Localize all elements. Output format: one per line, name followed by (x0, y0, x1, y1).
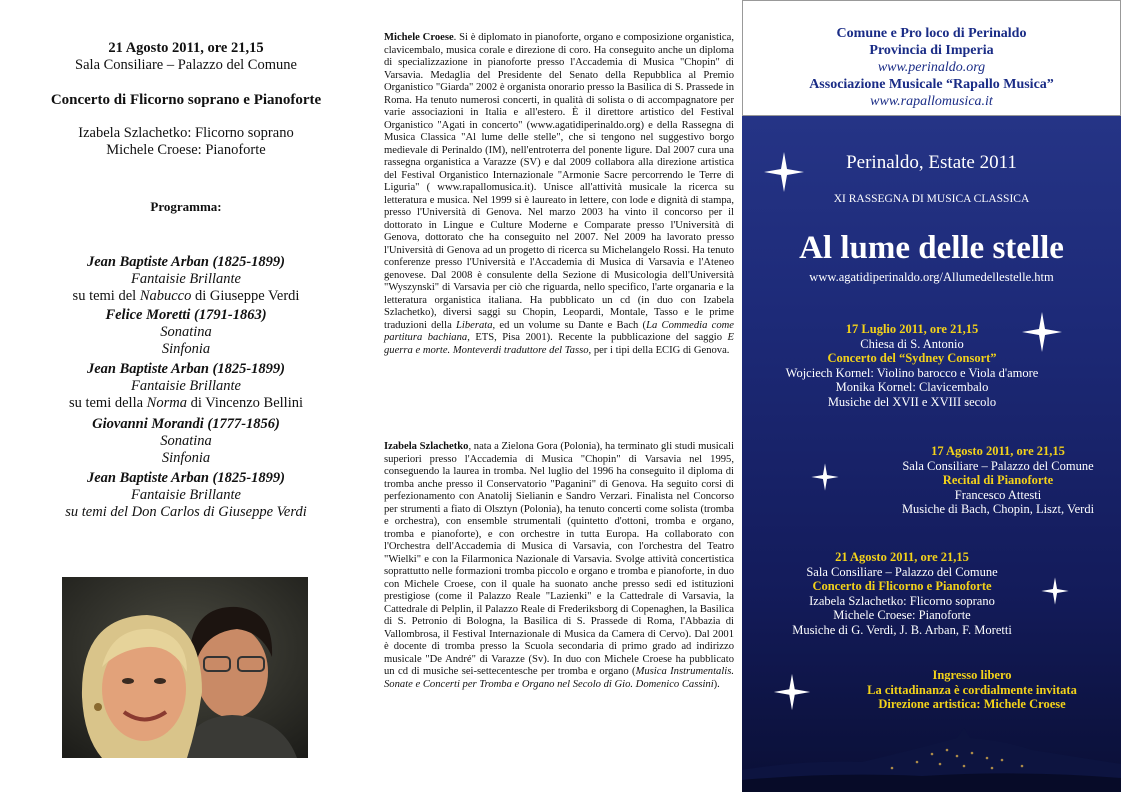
footer-line: Direzione artistica: Michele Croese (878, 697, 1066, 711)
organizer-line: Associazione Musicale “Rapallo Musica” (809, 77, 1054, 92)
composer: Jean Baptiste Arban (1825-1899) (86, 254, 286, 270)
programma-label: Programma: (150, 199, 222, 214)
event-detail: Musiche del XVII e XVIII secolo (827, 394, 997, 409)
performers (0, 125, 372, 159)
organizer-line: Provincia di Imperia (869, 43, 994, 58)
concert-heading (0, 40, 372, 74)
piece-detail: su temi del Don Carlos di Giuseppe Verdi (65, 504, 307, 520)
composer: Felice Moretti (1791-1863) (105, 307, 267, 323)
event-detail: Musiche di Bach, Chopin, Liszt, Verdi (901, 502, 1095, 516)
season-title: Perinaldo, Estate 2011 (846, 152, 1017, 173)
piece: Fantaisie Brillante (131, 378, 241, 394)
piece-detail: su temi della Norma di Vincenzo Bellini (68, 395, 304, 411)
footer-line: La cittadinanza è cordialmente invitata (867, 682, 1077, 697)
star-icon (772, 672, 812, 712)
concert-title: Concerto di Flicorno soprano e Pianoforte (50, 92, 322, 108)
festival-website[interactable]: www.agatidiperinaldo.org/Allumedellestelle.htm (809, 270, 1054, 284)
performer-2: Michele Croese: Pianoforte (106, 142, 266, 158)
main-title: Al lume delle stelle (799, 230, 1064, 266)
footer-line: Ingresso libero (932, 668, 1012, 682)
event-3 (762, 550, 1042, 637)
program-item (0, 470, 372, 521)
star-icon (762, 150, 806, 194)
composer: Jean Baptiste Arban (1825-1899) (86, 361, 286, 377)
organizer-line: Comune e Pro loco di Perinaldo (836, 26, 1027, 41)
piece-detail: Sinfonia (161, 450, 211, 466)
program-item (0, 361, 372, 412)
star-icon (1040, 576, 1070, 606)
event-2 (878, 444, 1118, 517)
piece-detail: su temi del Nabucco di Giuseppe Verdi (72, 288, 300, 304)
website-link[interactable]: www.perinaldo.org (877, 60, 986, 75)
event-place: Chiesa di S. Antonio (860, 336, 964, 351)
right-panel (742, 0, 1121, 792)
event-place: Sala Consiliare – Palazzo del Comune (902, 458, 1094, 473)
piece: Fantaisie Brillante (131, 271, 241, 287)
event-detail: Izabela Szlachetko: Flicorno soprano (809, 593, 995, 608)
composer: Jean Baptiste Arban (1825-1899) (86, 470, 286, 486)
event-detail: Monika Kornel: Clavicembalo (835, 380, 989, 394)
bio-izabela-szlachetko: Izabela Szlachetko, nata a Zielona Gora (Polonia), ha terminato gli studi musicali superiori presso l'Accademia di Musica "Chopin" di Varsavia nel 1995, conseguendo la laurea in tromba. Nel luglio del 1996 ha conseguito il diploma di tromba anche presso il Conservatorio "Paganini" di Genova. Ha seguito corsi di perfezionamento con Anatolij Sielianin e Sandro Verzari. Finalista nel Concorso per strumenti a fiato di Olsztyn (Polonia), ha tenuto concerti come solista (tromba e orchestra), con ensemble strumentali (quintetto d'ottoni, tromba e organo, tromba e pianoforte), e con orchestre in tutta Europa. Ha collaborato con l'Orchestra dell'Accademia di Musica di Varsavia, con l'orchestra del Teatro "Wielki" e con la Filarmonica Nazionale di Varsavia. Svolge attività concertistica soprattutto nelle formazioni tromba piccolo e organo e tromba e pianoforte, in duo con Michele Croese, con il quale ha suonato anche presso sedi ed istituzioni prestigiose (come il Palazzo Reale "Lazienki" e la Cattedrale di Varsavia, la Cattedrale di Pelplin, il Palazzo Reale di Frederiksborg di Copenaghen, la Basilica di S. Petronio di Bologna, la Basilica di S. Prassede di Roma, l'Abbazia di Vallombrosa, il Festival Internazionale di Musica da Camera di Cervo). Dal 2001 è docente di tromba presso la Scuola secondaria di primo grado ad indirizzo musicale "De André" di Varazze (Sv). In duo con Michele Croese ha pubblicato un cd di musiche sei-settecentesche per tromba e organo (Musica Instrumentalis. Sonate e Concerti per Tromba e Organo nel Secolo di Gio. Domenico Cassini). (384, 441, 735, 690)
event-date: 17 Agosto 2011, ore 21,15 (931, 444, 1065, 458)
piece: Fantaisie Brillante (131, 487, 241, 503)
performer-1: Izabela Szlachetko: Flicorno soprano (78, 125, 294, 141)
village-silhouette (742, 720, 1121, 792)
composer: Giovanni Morandi (1777-1856) (92, 416, 280, 432)
piece-detail: Sinfonia (161, 341, 211, 357)
program-item (0, 416, 372, 467)
footer-info (832, 668, 1112, 712)
star-icon (1020, 310, 1064, 354)
event-place: Sala Consiliare – Palazzo del Comune (806, 564, 998, 579)
event-date: 21 Agosto 2011, ore 21,15 (835, 550, 969, 564)
rassegna-label: XI RASSEGNA DI MUSICA CLASSICA (833, 193, 1030, 205)
event-detail: Francesco Attesti (954, 487, 1042, 502)
piece: Sonatina (160, 324, 212, 340)
concert-date: 21 Agosto 2011, ore 21,15 (108, 40, 264, 56)
left-panel (0, 0, 372, 792)
concert-venue: Sala Consiliare – Palazzo del Comune (75, 57, 297, 73)
event-title: Concerto di Flicorno e Pianoforte (812, 579, 992, 593)
middle-panel (372, 0, 742, 792)
event-title: Recital di Pianoforte (942, 473, 1054, 487)
program-item (0, 307, 372, 358)
bio-michele-croese: Michele Croese. Si è diplomato in pianoforte, organo e composizione organistica, clavicembalo, musica corale e direzione di coro. Ha conseguito anche un diploma di specializzazione in pianoforte presso l'Accademia di Musica "Chopin" di Varsavia. Medaglia del Presidente del Senato della Repubblica al Premio Organistico "Giarda" 2002 è organista onorario presso la Basilica di S. Prassede in Roma. Ha tenuto numerosi concerti, in qualità di solista o di accompagnatore per varie associazioni in Italia e all'estero. È il direttore artistico del Festival Organistico "Agati in concerto" (www.agatidiperinaldo.org) e della Rassegna di Musica Classica "Al lume delle stelle", che si tengono nel suggestivo borgo medievale di Perinaldo (IM), nell'entroterra del ponente ligure. Dal 2007 cura una rassegna organistica a Varazze (SV) e dal 2009 collabora alla direzione artistica del Festival Organistico Internazionale "Armonie Sacre percorrendo le Terre di Liguria" ( www.rapallomusica.it). Unisce all'attività musicale la ricerca su letteratura e musica. Nel 1999 si è laureato in lettere, con lode e dignità di stampa, presso l'Università di Genova. Nel marzo 2003 ha vinto il concorso per il dottorato in Lingue e Culture Moderne e Comparate presso l'Università di Genova, dottorato che ha conseguito nel 2007. Nel 2009 ha lavorato presso l'Università di Genova ad un progetto di ricerca su Michelangelo Rossi. Ha tenuto conferenze presso l'Università e l'Accademia di Musica di Varsavia e l'Ateneo genovese. Dal 2008 è consulente della Sezione di Musicologia dell'Università "Wyszynski" di Varsavia per ciò che riguarda, nello specifico, l'arte organaria e la letteratura organistica italiana. Ha pubblicato un cd (in duo con Izabela Szlachetko), diversi saggi su Chopin, Leopardi, Montale, Tasso e le prime traduzioni della Liberata, ed un volume su Dante e Bach (La Commedia come partitura bachiana, ETS, Pisa 2001). Recente la pubblicazione del saggio E guerra e morte. Monteverdi traduttore del Tasso, per i tipi della ECIG di Genova. (384, 32, 734, 356)
event-detail: Musiche di G. Verdi, J. B. Arban, F. Moretti (792, 622, 1012, 637)
piece: Sonatina (160, 433, 212, 449)
website-link[interactable]: www.rapallomusica.it (870, 94, 993, 109)
event-detail: Michele Croese: Pianoforte (833, 608, 971, 622)
organizers-header (742, 0, 1121, 116)
event-title: Concerto del “Sydney Consort” (827, 351, 997, 365)
event-date: 17 Luglio 2011, ore 21,15 (845, 322, 979, 336)
star-icon (810, 462, 840, 492)
performers-photo (62, 577, 308, 758)
event-detail: Wojciech Kornel: Violino barocco e Viola d'amore (785, 365, 1039, 380)
program-item (0, 254, 372, 305)
